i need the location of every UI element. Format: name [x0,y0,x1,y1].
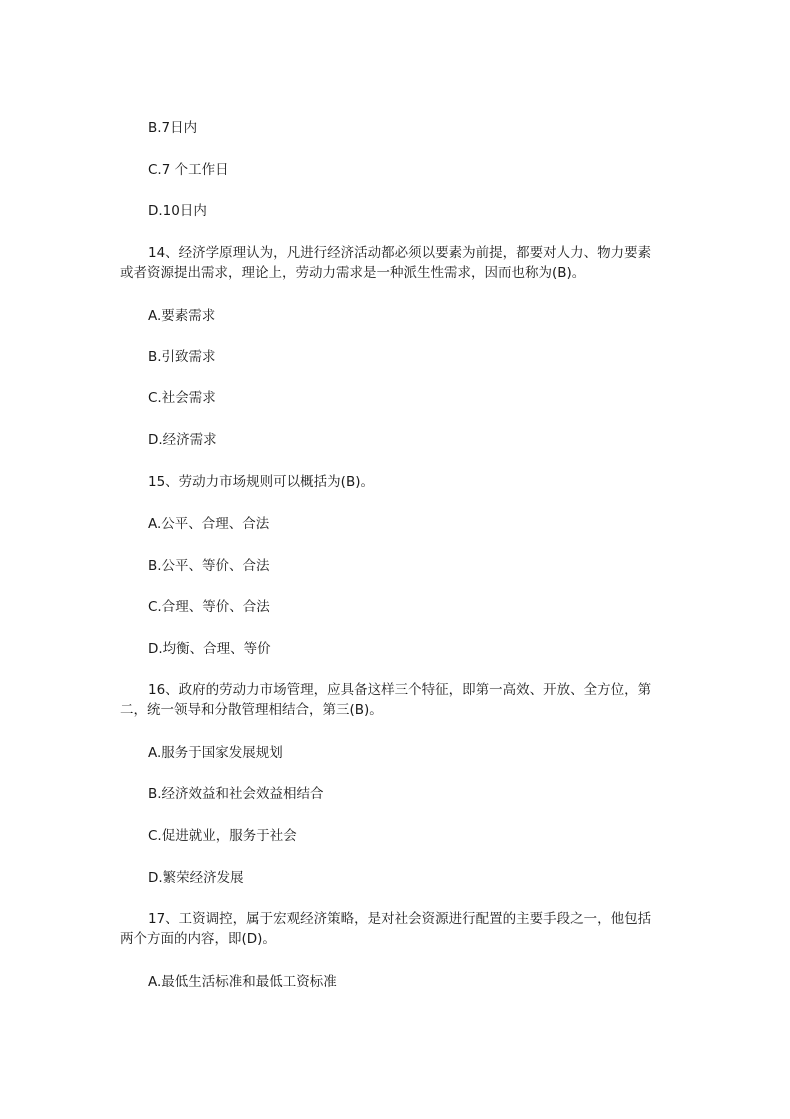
q15-option-a: A.公平、合理、合法 [148,516,270,532]
q14-option-a: A.要素需求 [148,308,216,324]
q14-option-d: D.经济需求 [148,432,217,448]
q16-option-d: D.繁荣经济发展 [148,870,244,886]
q15-option-d: D.均衡、合理、等价 [148,641,271,657]
question-17-line-1: 17、工资调控，属于宏观经济策略，是对社会资源进行配置的主要手段之一，他包括 [148,911,652,927]
question-14-line-2: 或者资源提出需求，理论上，劳动力需求是一种派生性需求，因而也称为(B)。 [120,265,586,281]
option-d-10-days: D.10日内 [148,203,207,219]
question-16-line-1: 16、政府的劳动力市场管理，应具备这样三个特征，即第一高效、开放、全方位，第 [148,682,652,698]
q14-option-b: B.引致需求 [148,349,216,365]
q16-option-c: C.促进就业，服务于社会 [148,828,297,844]
question-16-line-2: 二，统一领导和分散管理相结合，第三(B)。 [120,702,383,718]
q16-option-a: A.服务于国家发展规划 [148,745,283,761]
option-c-7-workdays: C.7 个工作日 [148,162,229,178]
option-b-7-days: B.7日内 [148,120,198,136]
q14-option-c: C.社会需求 [148,390,216,406]
q17-option-a: A.最低生活标准和最低工资标准 [148,974,337,990]
q15-option-b: B.公平、等价、合法 [148,558,270,574]
question-16 [120,680,670,720]
q16-option-b: B.经济效益和社会效益相结合 [148,786,324,802]
question-17 [120,909,670,949]
question-15 [120,472,670,492]
question-15-line-1: 15、劳动力市场规则可以概括为(B)。 [148,474,374,490]
question-17-line-2: 两个方面的内容，即(D)。 [120,931,276,947]
q15-option-c: C.合理、等价、合法 [148,599,270,615]
question-14 [120,243,670,283]
question-14-line-1: 14、经济学原理认为，凡进行经济活动都必须以要素为前提，都要对人力、物力要素 [148,245,652,261]
